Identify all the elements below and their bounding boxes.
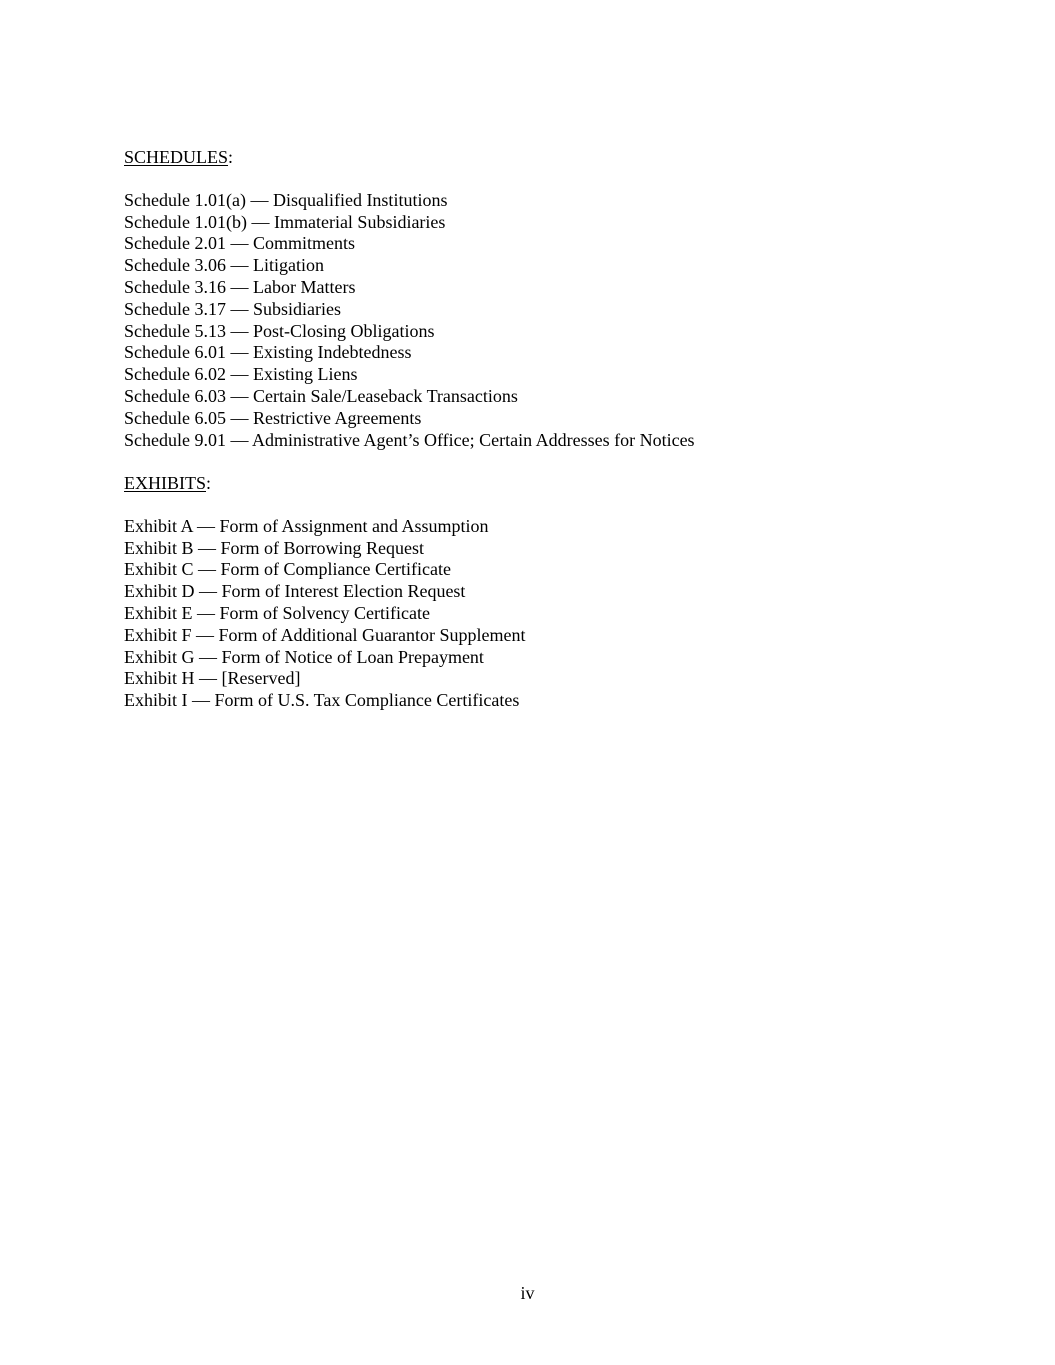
spacer: [124, 495, 984, 516]
schedules-heading: [124, 147, 984, 169]
exhibit-item: Exhibit B — Form of Borrowing Request: [124, 537, 424, 558]
exhibit-item: Exhibit I — Form of U.S. Tax Compliance Certificates: [124, 690, 520, 711]
spacer: [124, 169, 984, 190]
schedules-list: [124, 190, 984, 452]
exhibit-item: Exhibit H — [Reserved]: [124, 668, 301, 689]
exhibit-item: Exhibit C — Form of Compliance Certificate: [124, 559, 451, 580]
schedule-item: Schedule 3.17 — Subsidiaries: [124, 298, 341, 319]
exhibits-heading-colon: :: [206, 472, 212, 493]
schedule-item: Schedule 5.13 — Post-Closing Obligations: [124, 320, 435, 341]
exhibit-item: Exhibit G — Form of Notice of Loan Prepayment: [124, 646, 484, 667]
exhibit-item: Exhibit F — Form of Additional Guarantor Supplement: [124, 624, 526, 645]
exhibit-item: Exhibit D — Form of Interest Election Request: [124, 581, 466, 602]
schedule-item: Schedule 6.02 — Existing Liens: [124, 364, 358, 385]
spacer: [124, 451, 984, 473]
schedule-item: Schedule 2.01 — Commitments: [124, 233, 355, 254]
exhibit-item: Exhibit A — Form of Assignment and Assumption: [124, 515, 489, 536]
exhibits-heading-text: EXHIBITS: [124, 472, 206, 493]
schedule-item: Schedule 3.16 — Labor Matters: [124, 276, 356, 297]
exhibits-list: [124, 516, 984, 712]
schedules-heading-text: SCHEDULES: [124, 147, 229, 167]
schedule-item: Schedule 3.06 — Litigation: [124, 255, 324, 276]
page-number: iv: [520, 1283, 535, 1303]
schedule-item: Schedule 6.05 — Restrictive Agreements: [124, 407, 422, 428]
schedule-item: Schedule 9.01 — Administrative Agent’s Office; Certain Addresses for Notices: [124, 429, 695, 450]
schedule-item: Schedule 6.03 — Certain Sale/Leaseback Transactions: [124, 385, 518, 406]
exhibit-item: Exhibit E — Form of Solvency Certificate: [124, 602, 430, 623]
schedules-heading-colon: :: [228, 147, 234, 167]
schedule-item: Schedule 6.01 — Existing Indebtedness: [124, 342, 412, 363]
schedule-item: Schedule 1.01(b) — Immaterial Subsidiaries: [124, 211, 446, 232]
document-body: [124, 147, 984, 712]
schedule-item: Schedule 1.01(a) — Disqualified Institutions: [124, 189, 448, 210]
exhibits-heading: [124, 473, 984, 495]
